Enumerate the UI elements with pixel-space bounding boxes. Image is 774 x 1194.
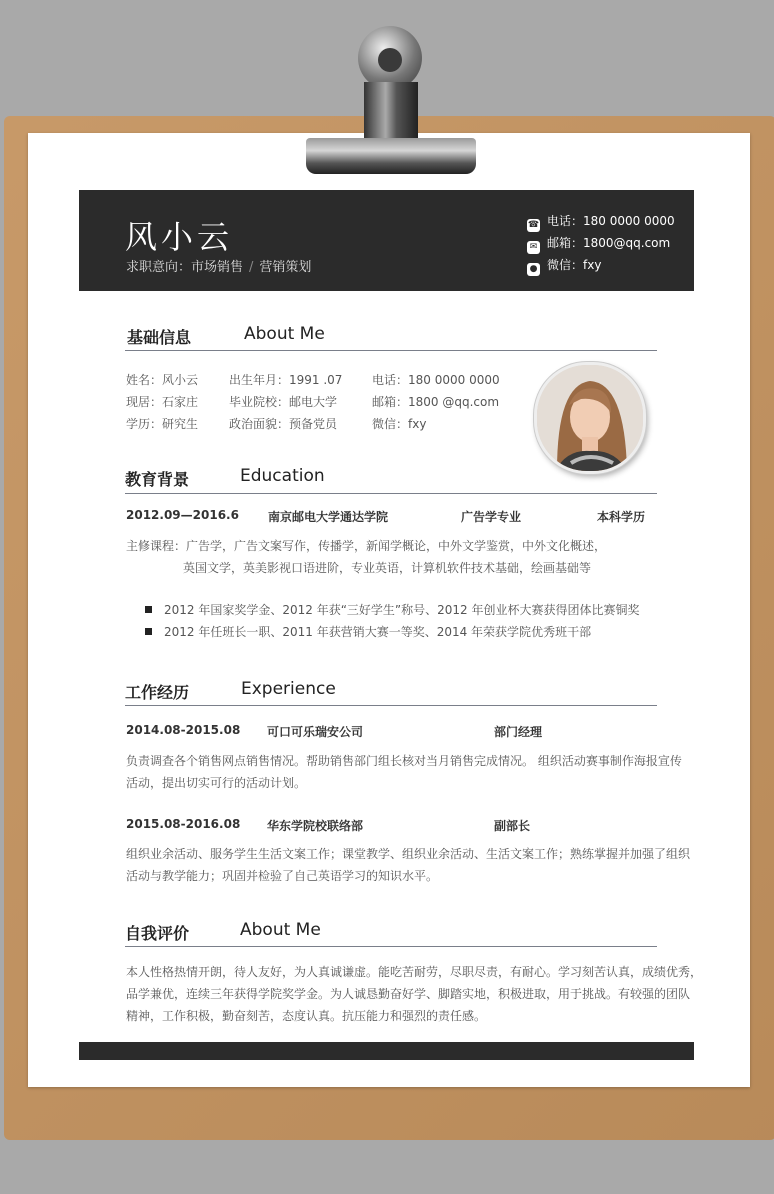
basic-residence: 现居：石家庄 — [126, 395, 199, 409]
header-phone: ☎ 电话：180 0000 0000 — [527, 214, 675, 230]
mail-icon: ✉ — [527, 241, 540, 254]
basic-name: 姓名：风小云 — [126, 373, 199, 387]
intent-primary: 求职意向：市场销售 — [126, 260, 244, 275]
intent-separator: / — [249, 260, 254, 275]
basic-politics: 政治面貌：预备党员 — [229, 417, 338, 431]
job-org: 华东学院校联络部 — [267, 819, 364, 833]
job-desc-line1: 负责调查各个销售网点销售情况。帮助销售部门组长核对当月销售完成情况。 组织活动赛事制作海报宣传 — [126, 754, 682, 768]
job-period: 2014.08-2015.08 — [126, 723, 241, 737]
section-divider — [125, 705, 657, 706]
basic-section-title: 基础信息 — [127, 328, 192, 347]
job-desc-line1: 组织业余活动、服务学生生活文案工作；课堂教学、组织业余活动、生活文案工作；熟练掌握并加强了组织 — [126, 847, 691, 861]
edu-major: 广告学专业 — [461, 510, 522, 524]
header-email: ✉ 邮箱：1800@qq.com — [527, 234, 670, 254]
job-intent — [126, 256, 311, 275]
award-item: 2012 年国家奖学金、2012 年获“三好学生”称号、2012 年创业杯大赛获得团体比赛铜奖 — [145, 601, 640, 618]
self-line: 本人性格热情开朗，待人友好，为人真诚谦虚。能吃苦耐劳，尽职尽责，有耐心。学习刻苦认真，成绩优秀， — [126, 965, 703, 979]
job-desc-line2: 活动，提出切实可行的活动计划。 — [126, 776, 307, 790]
self-line: 品学兼优，连续三年获得学院奖学金。为人诚恳勤奋好学、脚踏实地，积极进取，用于挑战。有较强的团队 — [126, 987, 691, 1001]
work-section-title: 工作经历 — [125, 683, 190, 702]
job-org: 可口可乐瑞安公司 — [267, 725, 364, 739]
edu-period: 2012.09—2016.6 — [126, 508, 239, 522]
self-section-title-en: About Me — [240, 920, 321, 940]
job-role: 副部长 — [494, 819, 531, 833]
section-divider — [125, 350, 657, 351]
basic-section-title-en: About Me — [244, 324, 325, 344]
edu-courses-line2: 英国文学，英美影视口语进阶，专业英语，计算机软件技术基础，绘画基础等 — [183, 561, 592, 575]
section-divider — [125, 493, 657, 494]
intent-secondary: 营销策划 — [259, 260, 312, 275]
footer-bar — [79, 1042, 694, 1060]
job-role: 部门经理 — [494, 725, 543, 739]
basic-wechat: 微信：fxy — [372, 417, 427, 431]
header-wechat: ● 微信：fxy — [527, 256, 601, 276]
edu-school: 南京邮电大学通达学院 — [268, 510, 389, 524]
basic-school: 毕业院校：邮电大学 — [229, 395, 338, 409]
award-item: 2012 年任班长一职、2011 年获营销大赛一等奖、2014 年荣获学院优秀班干部 — [145, 623, 591, 640]
basic-email: 邮箱：1800 @qq.com — [372, 395, 500, 409]
edu-degree: 本科学历 — [597, 510, 646, 524]
job-period: 2015.08-2016.08 — [126, 817, 241, 831]
education-section-title-en: Education — [240, 466, 325, 486]
work-section-title-en: Experience — [241, 679, 336, 699]
edu-courses-line1: 主修课程：广告学，广告文案写作，传播学，新闻学概论，中外文学鉴赏，中外文化概述， — [126, 539, 607, 553]
resume-header — [79, 190, 694, 291]
self-line: 精神，工作积极，勤奋刻苦，态度认真。抗压能力和强烈的责任感。 — [126, 1009, 487, 1023]
avatar — [534, 362, 646, 474]
job-desc-line2: 活动与教学能力；巩固并检验了自己英语学习的知识水平。 — [126, 869, 439, 883]
basic-birth: 出生年月：1991 .07 — [229, 373, 343, 387]
section-divider — [125, 946, 657, 947]
binder-clip-icon — [306, 26, 476, 176]
phone-icon: ☎ — [527, 220, 540, 230]
basic-phone: 电话：180 0000 0000 — [372, 373, 500, 387]
self-section-title: 自我评价 — [125, 924, 190, 943]
basic-degree: 学历：研究生 — [126, 417, 199, 431]
candidate-name: 风小云 — [125, 218, 234, 256]
education-section-title: 教育背景 — [125, 470, 190, 489]
wechat-icon: ● — [527, 263, 540, 276]
